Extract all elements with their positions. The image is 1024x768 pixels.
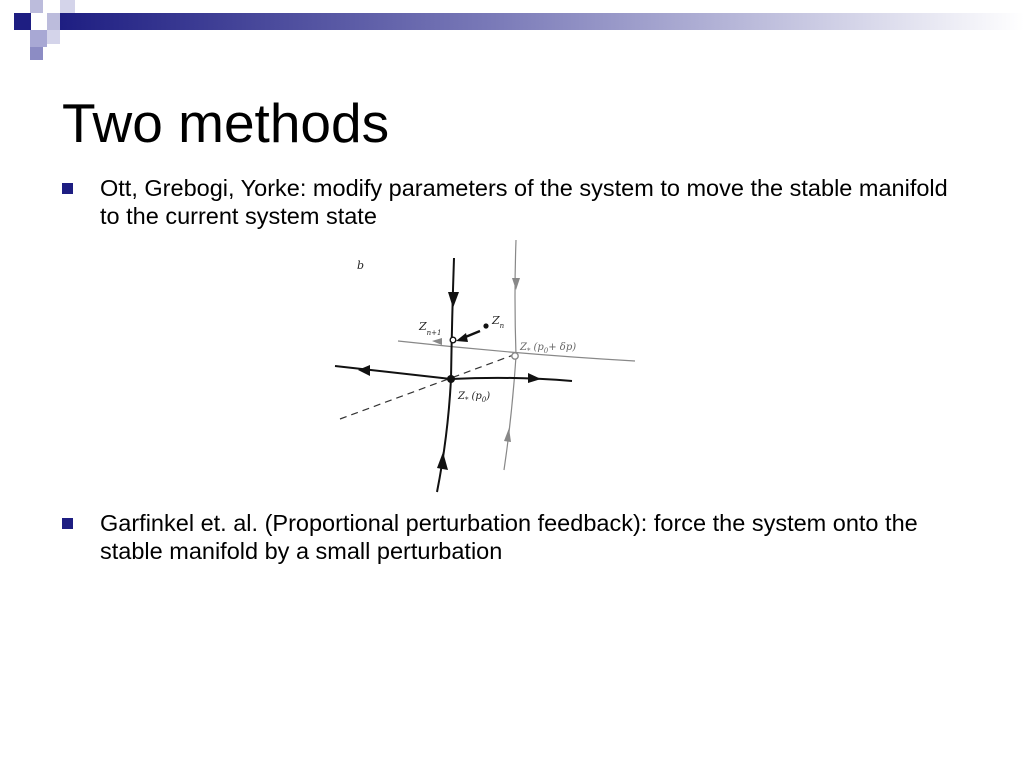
- z-shifted-arg-subscript: 0: [543, 347, 549, 355]
- header-square-light: [47, 30, 60, 44]
- z-n-label: [491, 314, 505, 330]
- bullet-text: Ott, Grebogi, Yorke: modify parameters of the system to move the stable manifold to the current system state: [100, 175, 948, 229]
- z-n1-subscript: n+1: [426, 329, 442, 337]
- z-fixed-letter: Z: [458, 391, 465, 402]
- point-z-n: [483, 323, 488, 328]
- gray-arrow-icon: [432, 338, 442, 345]
- manifold-diagram: [330, 236, 640, 494]
- z-fixed-subscript: *: [464, 396, 469, 404]
- square-bullet-icon: [62, 518, 73, 529]
- fixed-point-z-star: [447, 375, 455, 383]
- unstable-arrow-left-icon: [358, 365, 370, 376]
- gray-arrow-icon: [504, 428, 511, 442]
- z-fixed-label: [457, 391, 490, 404]
- stable-arrow-up-icon: [437, 452, 448, 470]
- header-square-light: [47, 13, 60, 30]
- square-bullet-icon: [62, 183, 73, 194]
- header-square-light: [30, 30, 47, 47]
- header-square-light: [30, 0, 43, 13]
- z-shifted-arg-tail: + δp): [548, 342, 577, 353]
- gray-arrow-icon: [512, 278, 520, 290]
- header-gradient-bar: [60, 13, 1024, 30]
- map-arrow-head-icon: [456, 333, 468, 342]
- slide-title: Two methods: [62, 92, 390, 154]
- header-square-light: [60, 0, 75, 13]
- header-decoration: [0, 0, 1024, 64]
- dashed-diagonal-line: [340, 354, 516, 419]
- z-n1-letter: Z: [419, 320, 427, 333]
- stable-arrow-down-icon: [448, 292, 459, 308]
- header-square-light: [30, 47, 43, 60]
- header-square-dark: [14, 13, 31, 30]
- z-shifted-letter: Z: [520, 342, 527, 353]
- panel-label: b: [357, 259, 365, 272]
- z-n-letter: Z: [492, 314, 500, 327]
- z-n-subscript: n: [499, 322, 505, 330]
- z-fixed-arg: (p: [471, 391, 482, 402]
- z-fixed-arg-subscript: 0: [481, 396, 487, 404]
- z-shifted-label: [519, 342, 576, 355]
- shifted-fixed-point: [512, 353, 518, 359]
- z-n1-label: [418, 320, 441, 337]
- z-fixed-arg-tail: ): [486, 391, 491, 402]
- bullet-text: Garfinkel et. al. (Proportional perturbation feedback): force the system onto the stable manifold by a small perturbation: [100, 510, 918, 564]
- header-squares-and-gradient: [0, 0, 1024, 64]
- stable-manifold-figure: [330, 236, 640, 494]
- z-shifted-arg: (p: [533, 342, 544, 353]
- point-z-n1: [450, 337, 456, 343]
- z-shifted-subscript: *: [526, 347, 531, 355]
